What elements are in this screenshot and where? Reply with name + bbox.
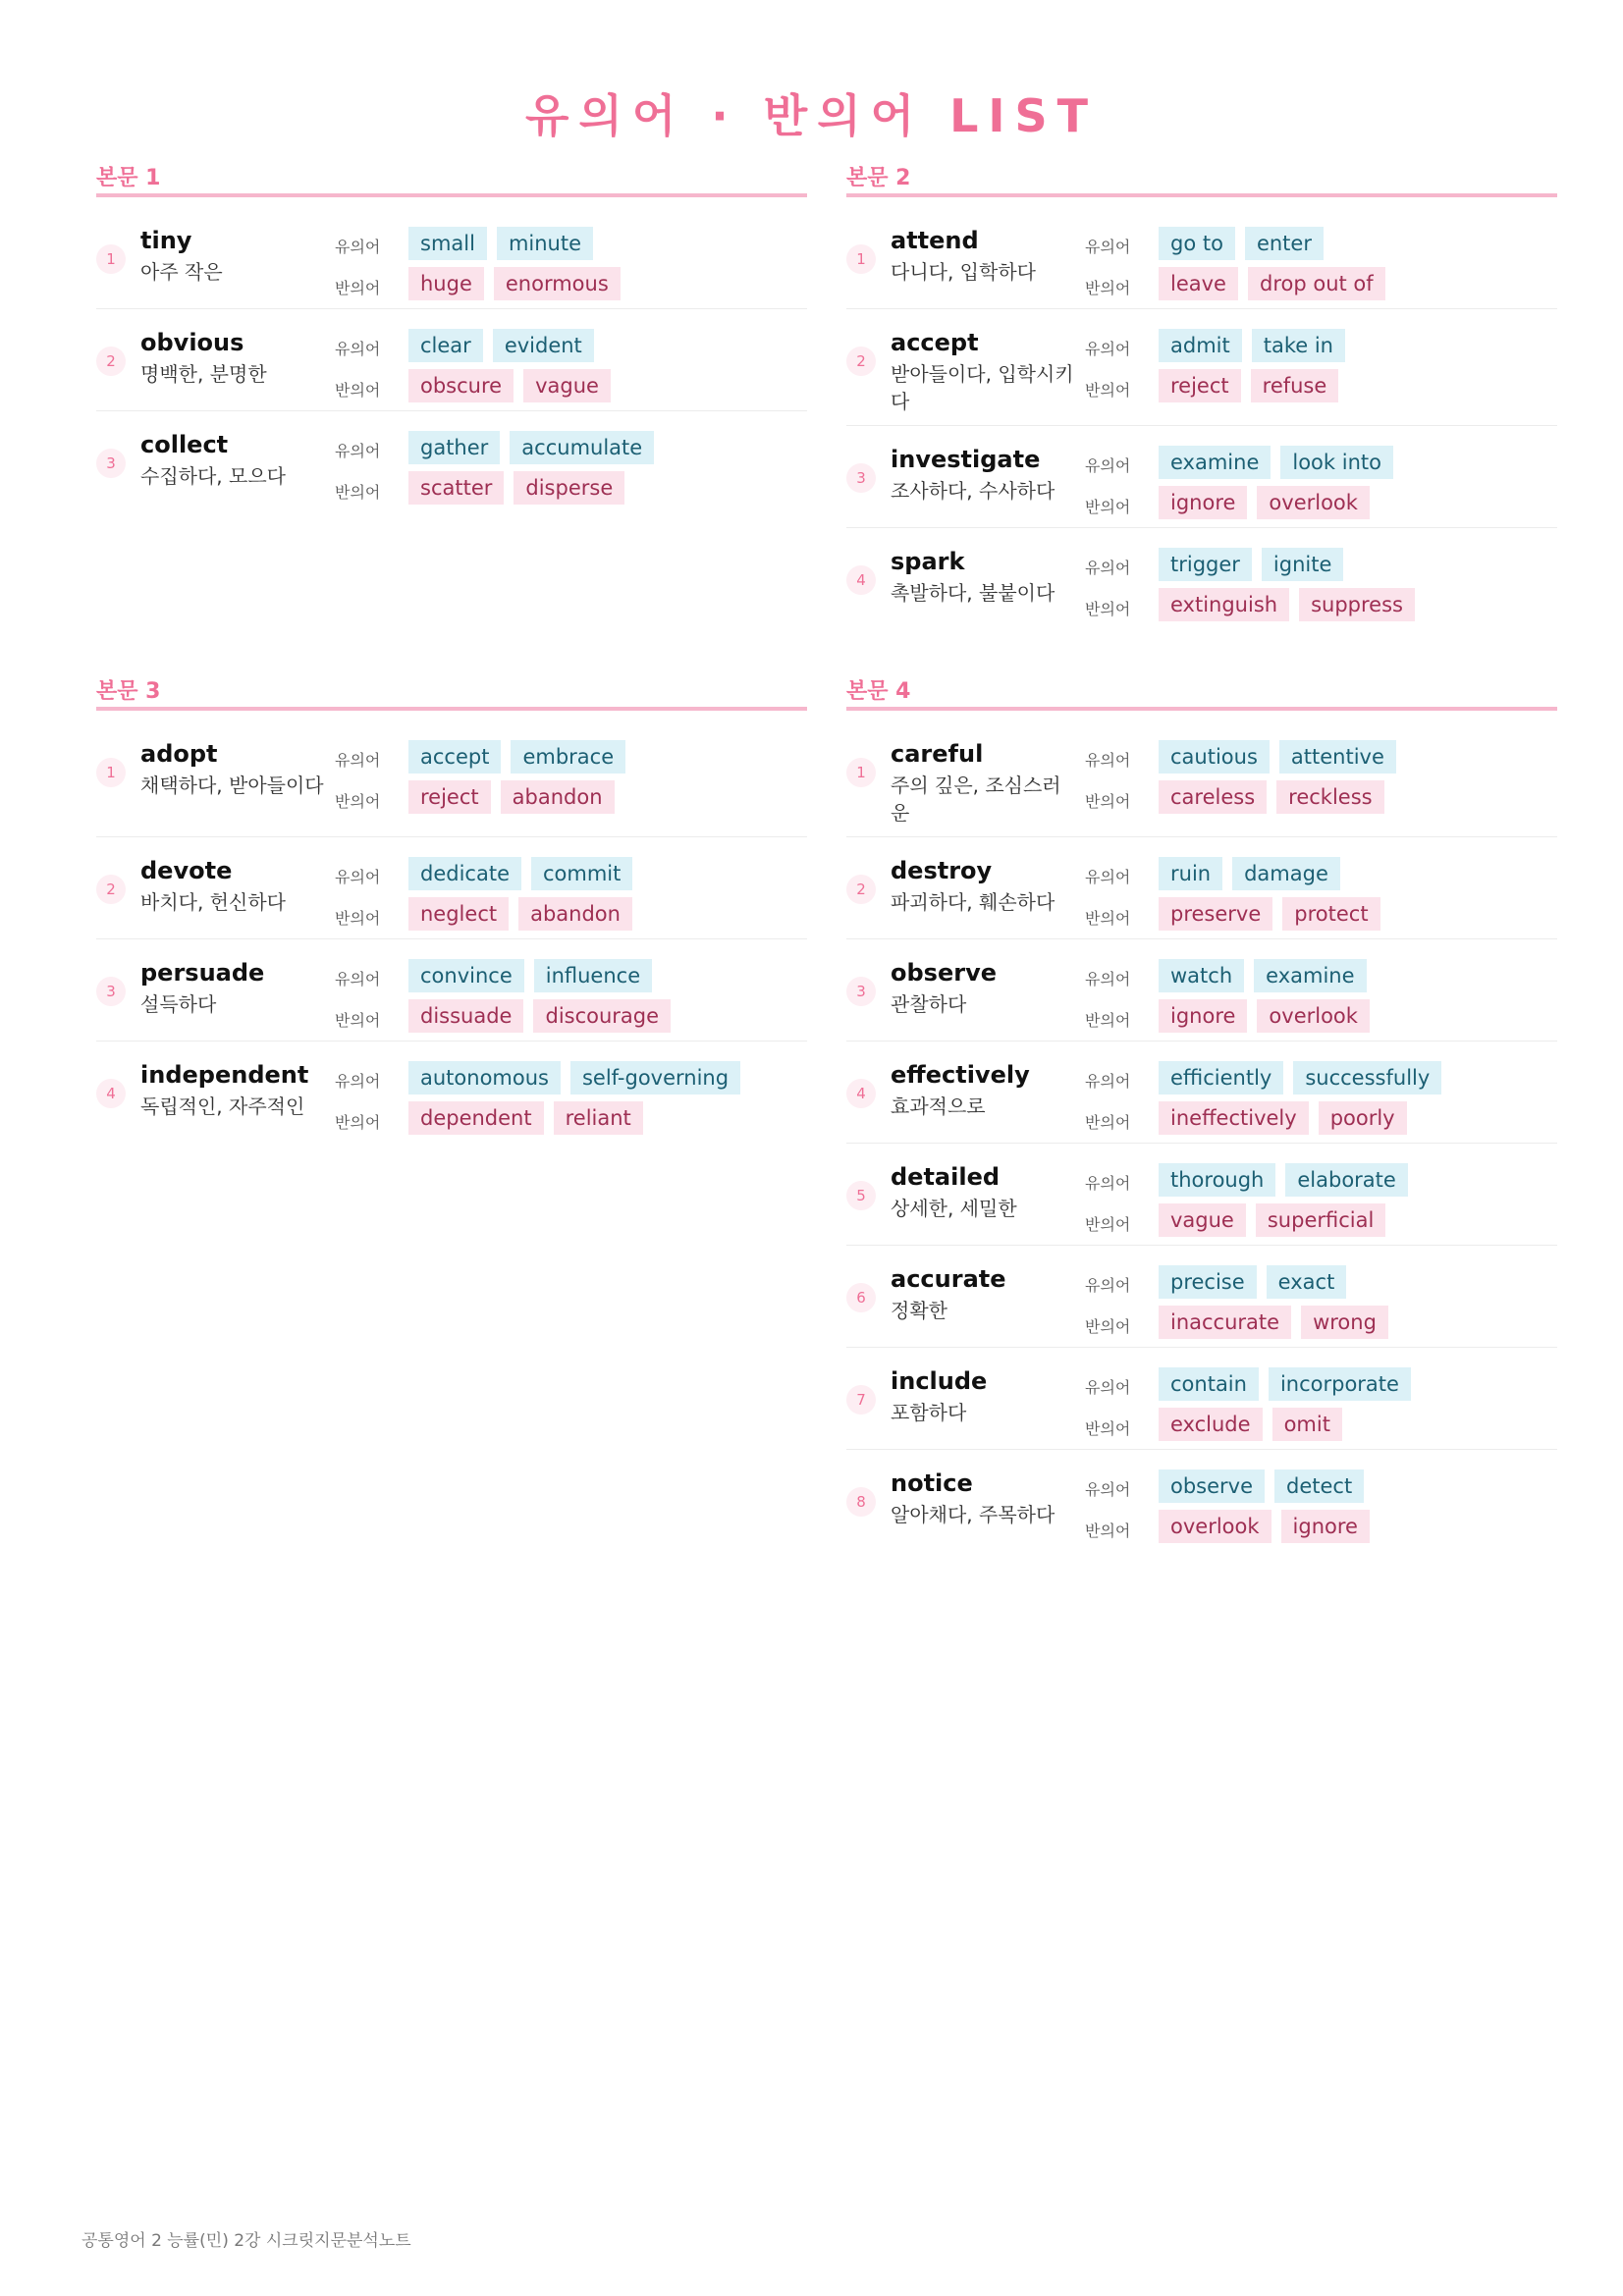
vocab-word: notice xyxy=(891,1469,973,1497)
synonym-list xyxy=(1159,329,1345,362)
antonym-chip: vague xyxy=(1159,1203,1246,1237)
antonym-chip: reliant xyxy=(554,1101,643,1135)
vocab-entry xyxy=(846,426,1557,528)
antonym-chip: protect xyxy=(1282,897,1380,931)
synonym-chip: clear xyxy=(408,329,483,362)
synonym-label: 유의어 xyxy=(335,751,381,770)
entry-number-badge: 3 xyxy=(846,463,876,493)
synonym-label: 유의어 xyxy=(1085,970,1131,988)
vocab-meaning: 설득하다 xyxy=(140,992,217,1016)
antonym-list xyxy=(1159,369,1338,402)
vocab-word: detailed xyxy=(891,1163,1001,1191)
vocab-word: investigate xyxy=(891,446,1041,473)
synonym-label: 유의어 xyxy=(1085,238,1131,256)
antonym-label: 반의어 xyxy=(335,279,381,297)
vocab-meaning: 받아들이다, 입학시키다 xyxy=(891,362,1074,413)
antonym-chip: ignore xyxy=(1159,999,1247,1033)
antonym-list xyxy=(1159,1203,1385,1237)
synonym-chip: autonomous xyxy=(408,1061,561,1095)
antonym-list xyxy=(1159,1510,1370,1543)
vocab-entry xyxy=(96,309,807,411)
antonym-chip: obscure xyxy=(408,369,514,402)
antonym-label: 반의어 xyxy=(335,381,381,400)
antonym-list xyxy=(1159,780,1384,814)
vocab-meaning: 아주 작은 xyxy=(140,260,223,284)
section-3 xyxy=(96,677,807,1143)
antonym-chip: inaccurate xyxy=(1159,1306,1291,1339)
entry-number-badge: 1 xyxy=(846,758,876,787)
synonym-label: 유의어 xyxy=(1085,751,1131,770)
antonym-label: 반의어 xyxy=(335,792,381,811)
antonym-chip: careless xyxy=(1159,780,1267,814)
synonym-chip: look into xyxy=(1280,446,1393,479)
antonym-chip: neglect xyxy=(408,897,509,931)
antonym-list xyxy=(408,1101,643,1135)
section-title: 본문 4 xyxy=(846,677,1557,711)
synonym-chip: watch xyxy=(1159,959,1244,992)
synonym-list xyxy=(1159,548,1343,581)
vocab-entry xyxy=(96,939,807,1041)
entry-number-badge: 2 xyxy=(846,347,876,376)
vocab-word: careful xyxy=(891,740,984,768)
antonym-chip: ignore xyxy=(1281,1510,1370,1543)
antonym-label: 반의어 xyxy=(1085,909,1131,928)
vocab-meaning: 파괴하다, 훼손하다 xyxy=(891,890,1055,914)
synonym-list xyxy=(1159,1163,1408,1197)
vocab-meaning: 바치다, 헌신하다 xyxy=(140,890,286,914)
entry-number-badge: 3 xyxy=(846,977,876,1006)
synonym-list xyxy=(408,329,594,362)
entry-number-badge: 5 xyxy=(846,1181,876,1210)
antonym-chip: suppress xyxy=(1299,588,1415,621)
synonym-list xyxy=(1159,1265,1346,1299)
synonym-label: 유의어 xyxy=(1085,1378,1131,1397)
entry-number-badge: 4 xyxy=(846,1079,876,1108)
antonym-chip: overlook xyxy=(1159,1510,1271,1543)
synonym-chip: cautious xyxy=(1159,740,1270,774)
synonym-chip: convince xyxy=(408,959,524,992)
synonym-chip: ignite xyxy=(1262,548,1343,581)
entry-number-badge: 7 xyxy=(846,1385,876,1415)
antonym-list xyxy=(408,897,632,931)
entry-number-badge: 8 xyxy=(846,1487,876,1517)
antonym-chip: overlook xyxy=(1257,999,1370,1033)
antonym-list xyxy=(408,369,611,402)
synonym-chip: evident xyxy=(493,329,594,362)
synonym-chip: precise xyxy=(1159,1265,1257,1299)
synonym-list xyxy=(1159,227,1324,260)
synonym-chip: minute xyxy=(497,227,593,260)
vocab-entry xyxy=(846,1348,1557,1450)
antonym-chip: superficial xyxy=(1256,1203,1385,1237)
synonym-chip: small xyxy=(408,227,487,260)
vocab-word: adopt xyxy=(140,740,218,768)
antonym-list xyxy=(1159,1101,1407,1135)
synonym-label: 유의어 xyxy=(335,970,381,988)
vocab-word: collect xyxy=(140,431,229,458)
vocab-word: include xyxy=(891,1367,988,1395)
vocab-entry xyxy=(96,1041,807,1143)
antonym-chip: refuse xyxy=(1251,369,1339,402)
antonym-label: 반의어 xyxy=(1085,792,1131,811)
synonym-chip: enter xyxy=(1245,227,1324,260)
vocab-entry xyxy=(96,207,807,309)
antonym-list xyxy=(1159,486,1370,519)
antonym-list xyxy=(1159,1306,1388,1339)
synonym-chip: detect xyxy=(1274,1469,1364,1503)
synonym-list xyxy=(408,1061,740,1095)
synonym-chip: gather xyxy=(408,431,500,464)
antonym-chip: leave xyxy=(1159,267,1238,300)
antonym-list xyxy=(1159,267,1385,300)
synonym-chip: examine xyxy=(1159,446,1271,479)
synonym-label: 유의어 xyxy=(335,238,381,256)
entry-number-badge: 2 xyxy=(96,347,126,376)
antonym-label: 반의어 xyxy=(1085,1522,1131,1540)
antonym-label: 반의어 xyxy=(1085,279,1131,297)
vocab-meaning: 정확한 xyxy=(891,1299,947,1322)
synonym-list xyxy=(408,740,625,774)
section-2 xyxy=(846,164,1557,629)
synonym-label: 유의어 xyxy=(1085,1072,1131,1091)
antonym-chip: dependent xyxy=(408,1101,544,1135)
antonym-chip: discourage xyxy=(533,999,671,1033)
synonym-label: 유의어 xyxy=(1085,1480,1131,1499)
synonym-list xyxy=(1159,1367,1411,1401)
synonym-chip: dedicate xyxy=(408,857,521,890)
synonym-label: 유의어 xyxy=(335,442,381,460)
vocab-entry xyxy=(846,1246,1557,1348)
synonym-chip: trigger xyxy=(1159,548,1252,581)
antonym-chip: enormous xyxy=(494,267,621,300)
entry-number-badge: 1 xyxy=(96,758,126,787)
vocab-word: spark xyxy=(891,548,965,575)
antonym-chip: overlook xyxy=(1257,486,1370,519)
synonym-list xyxy=(1159,1061,1441,1095)
antonym-label: 반의어 xyxy=(1085,381,1131,400)
synonym-chip: incorporate xyxy=(1269,1367,1411,1401)
synonym-chip: embrace xyxy=(511,740,625,774)
vocab-word: destroy xyxy=(891,857,993,884)
antonym-chip: wrong xyxy=(1301,1306,1388,1339)
antonym-label: 반의어 xyxy=(335,1011,381,1030)
vocab-word: accept xyxy=(891,329,979,356)
entry-number-badge: 3 xyxy=(96,977,126,1006)
antonym-list xyxy=(1159,897,1380,931)
section-title: 본문 2 xyxy=(846,164,1557,197)
synonym-chip: attentive xyxy=(1279,740,1396,774)
synonym-label: 유의어 xyxy=(1085,1174,1131,1193)
synonym-label: 유의어 xyxy=(335,868,381,886)
antonym-chip: dissuade xyxy=(408,999,523,1033)
entry-number-badge: 1 xyxy=(96,244,126,274)
synonym-label: 유의어 xyxy=(1085,559,1131,577)
antonym-label: 반의어 xyxy=(335,909,381,928)
antonym-chip: huge xyxy=(408,267,484,300)
vocab-entry xyxy=(96,411,807,512)
vocab-entry xyxy=(846,207,1557,309)
synonym-label: 유의어 xyxy=(1085,868,1131,886)
antonym-label: 반의어 xyxy=(1085,1113,1131,1132)
entry-number-badge: 4 xyxy=(846,565,876,595)
entry-number-badge: 2 xyxy=(96,875,126,904)
antonym-chip: abandon xyxy=(518,897,632,931)
synonym-chip: efficiently xyxy=(1159,1061,1283,1095)
antonym-chip: abandon xyxy=(501,780,615,814)
synonym-list xyxy=(408,857,632,890)
antonym-chip: scatter xyxy=(408,471,504,505)
antonym-label: 반의어 xyxy=(1085,498,1131,516)
section-4 xyxy=(846,677,1557,1551)
synonym-label: 유의어 xyxy=(335,1072,381,1091)
antonym-chip: extinguish xyxy=(1159,588,1289,621)
vocab-meaning: 알아채다, 주목하다 xyxy=(891,1503,1055,1526)
antonym-list xyxy=(408,999,671,1033)
vocab-word: independent xyxy=(140,1061,309,1089)
vocab-word: persuade xyxy=(140,959,265,987)
vocab-entry xyxy=(846,1144,1557,1246)
antonym-chip: omit xyxy=(1272,1408,1342,1441)
antonym-list xyxy=(1159,588,1415,621)
vocab-entry xyxy=(846,528,1557,629)
entry-number-badge: 1 xyxy=(846,244,876,274)
entry-number-badge: 4 xyxy=(96,1079,126,1108)
vocab-meaning: 포함하다 xyxy=(891,1401,967,1424)
antonym-label: 반의어 xyxy=(335,483,381,502)
vocab-word: attend xyxy=(891,227,979,254)
section-title: 본문 3 xyxy=(96,677,807,711)
vocab-meaning: 효과적으로 xyxy=(891,1095,986,1118)
page-title: 유의어 · 반의어 LIST xyxy=(524,89,1099,142)
entry-number-badge: 3 xyxy=(96,449,126,478)
antonym-chip: preserve xyxy=(1159,897,1272,931)
vocab-entry xyxy=(846,309,1557,426)
antonym-label: 반의어 xyxy=(1085,1419,1131,1438)
antonym-list xyxy=(408,780,615,814)
synonym-chip: accumulate xyxy=(510,431,654,464)
synonym-chip: contain xyxy=(1159,1367,1259,1401)
synonym-list xyxy=(1159,959,1367,992)
antonym-chip: vague xyxy=(523,369,611,402)
antonym-chip: poorly xyxy=(1319,1101,1407,1135)
antonym-chip: ignore xyxy=(1159,486,1247,519)
synonym-chip: accept xyxy=(408,740,501,774)
antonym-list xyxy=(408,267,621,300)
antonym-label: 반의어 xyxy=(1085,1011,1131,1030)
entry-number-badge: 6 xyxy=(846,1283,876,1312)
antonym-list xyxy=(1159,999,1370,1033)
vocab-entry xyxy=(846,939,1557,1041)
antonym-list xyxy=(408,471,624,505)
entry-number-badge: 2 xyxy=(846,875,876,904)
antonym-label: 반의어 xyxy=(335,1113,381,1132)
synonym-label: 유의어 xyxy=(1085,456,1131,475)
synonym-chip: thorough xyxy=(1159,1163,1275,1197)
antonym-chip: reckless xyxy=(1276,780,1383,814)
antonym-label: 반의어 xyxy=(1085,1317,1131,1336)
vocab-meaning: 관찰하다 xyxy=(891,992,967,1016)
vocab-word: obvious xyxy=(140,329,244,356)
synonym-list xyxy=(408,431,654,464)
synonym-list xyxy=(1159,740,1396,774)
vocab-meaning: 다니다, 입학하다 xyxy=(891,260,1036,284)
synonym-label: 유의어 xyxy=(335,340,381,358)
antonym-chip: ineffectively xyxy=(1159,1101,1309,1135)
vocab-meaning: 상세한, 세밀한 xyxy=(891,1197,1017,1220)
synonym-chip: examine xyxy=(1254,959,1366,992)
synonym-label: 유의어 xyxy=(1085,1276,1131,1295)
antonym-chip: reject xyxy=(1159,369,1241,402)
synonym-chip: influence xyxy=(534,959,652,992)
vocab-word: effectively xyxy=(891,1061,1030,1089)
synonym-label: 유의어 xyxy=(1085,340,1131,358)
section-1 xyxy=(96,164,807,512)
synonym-chip: take in xyxy=(1252,329,1345,362)
antonym-chip: drop out of xyxy=(1248,267,1385,300)
synonym-list xyxy=(1159,857,1340,890)
antonym-label: 반의어 xyxy=(1085,1215,1131,1234)
synonym-chip: successfully xyxy=(1293,1061,1441,1095)
section-title: 본문 1 xyxy=(96,164,807,197)
synonym-chip: go to xyxy=(1159,227,1235,260)
vocab-word: observe xyxy=(891,959,997,987)
synonym-chip: admit xyxy=(1159,329,1242,362)
vocab-meaning: 독립적인, 자주적인 xyxy=(140,1095,305,1118)
synonym-chip: commit xyxy=(531,857,632,890)
synonym-list xyxy=(1159,446,1393,479)
vocab-entry xyxy=(846,721,1557,837)
antonym-label: 반의어 xyxy=(1085,600,1131,618)
footer-text: 공통영어 2 능률(민) 2강 시크릿지문분석노트 xyxy=(81,2231,411,2251)
antonym-chip: reject xyxy=(408,780,491,814)
synonym-chip: ruin xyxy=(1159,857,1222,890)
synonym-chip: exact xyxy=(1267,1265,1347,1299)
synonym-list xyxy=(408,959,652,992)
synonym-chip: self-governing xyxy=(570,1061,740,1095)
vocab-word: accurate xyxy=(891,1265,1006,1293)
vocab-entry xyxy=(96,837,807,939)
vocab-meaning: 채택하다, 받아들이다 xyxy=(140,774,324,797)
vocab-entry xyxy=(846,1041,1557,1144)
vocab-entry xyxy=(846,837,1557,939)
synonym-list xyxy=(408,227,593,260)
vocab-meaning: 조사하다, 수사하다 xyxy=(891,479,1055,503)
synonym-chip: observe xyxy=(1159,1469,1265,1503)
vocab-word: devote xyxy=(140,857,233,884)
synonym-chip: damage xyxy=(1232,857,1340,890)
vocab-word: tiny xyxy=(140,227,192,254)
vocab-entry xyxy=(96,721,807,837)
vocab-meaning: 수집하다, 모으다 xyxy=(140,464,286,488)
antonym-chip: disperse xyxy=(514,471,624,505)
vocab-meaning: 촉발하다, 불붙이다 xyxy=(891,581,1055,605)
vocab-meaning: 주의 깊은, 조심스러운 xyxy=(891,774,1061,825)
synonym-list xyxy=(1159,1469,1364,1503)
vocab-entry xyxy=(846,1450,1557,1551)
vocab-meaning: 명백한, 분명한 xyxy=(140,362,267,386)
antonym-list xyxy=(1159,1408,1342,1441)
antonym-chip: exclude xyxy=(1159,1408,1263,1441)
synonym-chip: elaborate xyxy=(1285,1163,1407,1197)
